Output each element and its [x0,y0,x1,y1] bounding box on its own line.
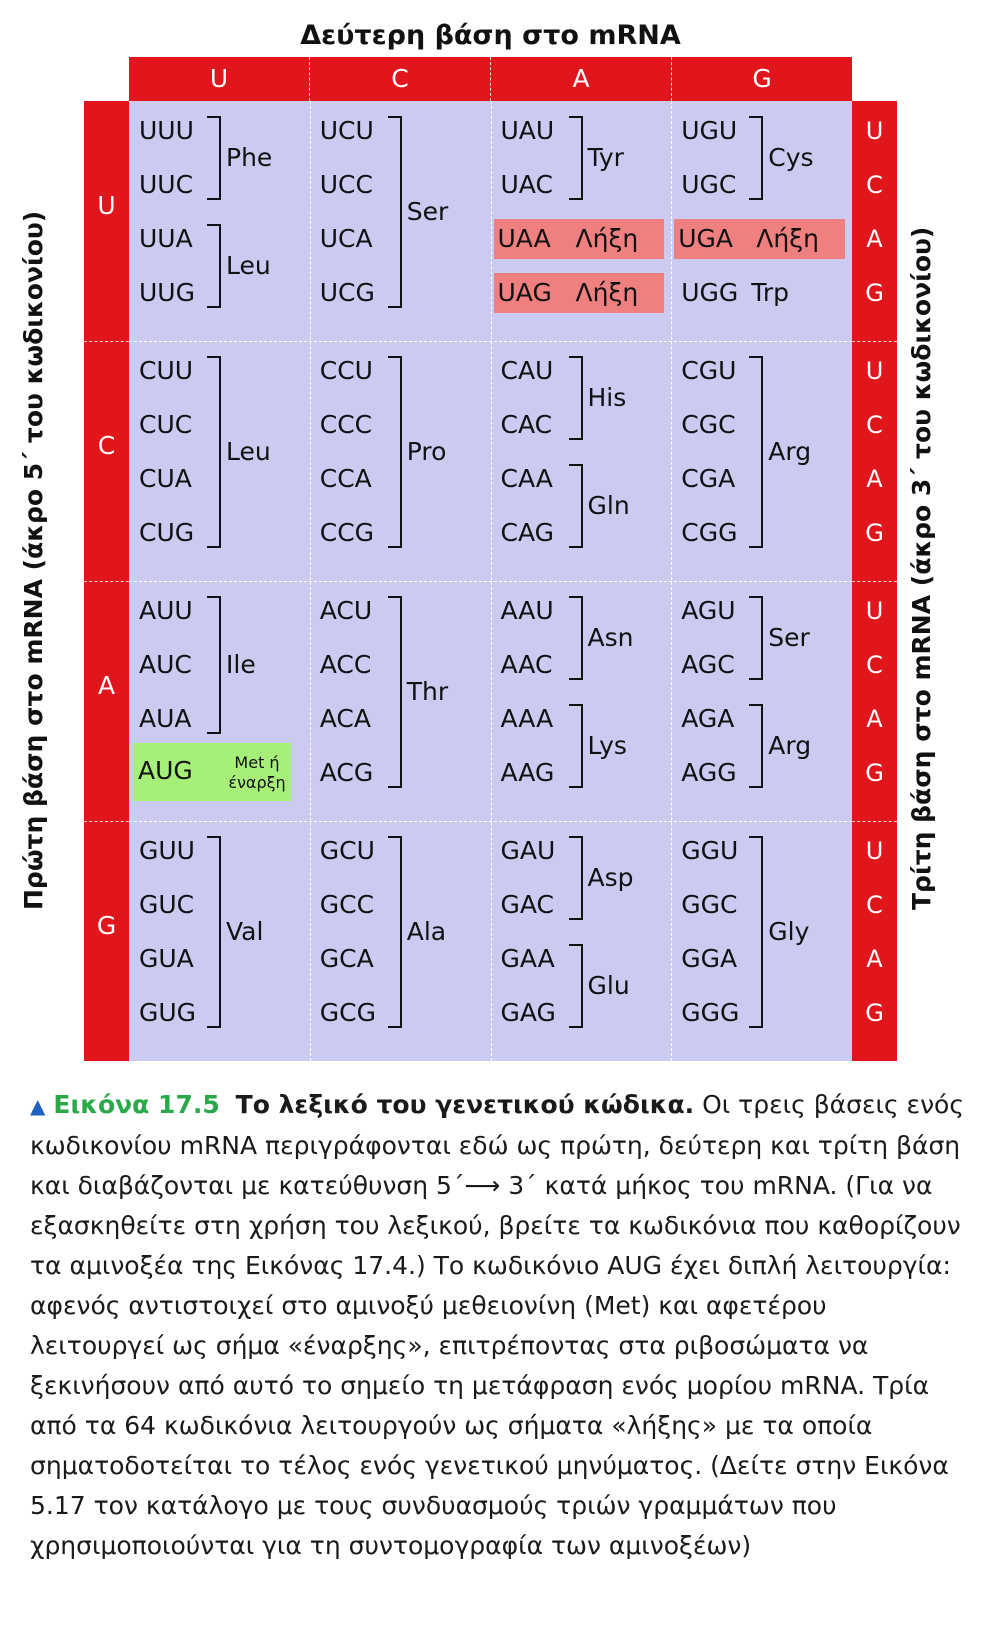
codon: UCU [319,116,374,145]
stop-label: Λήξη [575,224,639,253]
third-base-letter: U [865,117,884,145]
amino-acid-label: Tyr [587,143,624,172]
codon: UGC [681,170,737,199]
stop-codon-box [674,219,845,259]
bracket [749,704,763,788]
amino-acid-label: Asn [587,623,634,652]
start-codon-box [133,743,291,801]
stop-codon: UAG [497,278,552,307]
third-base-letter: G [865,279,884,307]
amino-acid-label: Asp [587,863,634,892]
column-separator [491,101,492,1061]
row-separator [852,821,897,822]
third-base-letter: C [866,411,883,439]
first-base-letter: A [97,671,116,700]
figure-label: Εικόνα 17.5 [53,1090,220,1119]
codon: GAA [500,944,555,973]
amino-acid-label: Arg [768,437,812,466]
second-base-header [129,57,852,101]
row-separator [84,821,129,822]
codon: AGU [681,596,736,625]
codon: AGG [681,758,737,787]
bracket [569,836,583,920]
third-base-letter: U [865,357,884,385]
amino-acid-label: Glu [587,971,630,1000]
amino-acid-label: Gly [768,917,810,946]
codon: CGG [681,518,738,547]
caption-title: Το λεξικό του γενετικού κώδικα. [235,1090,695,1119]
first-base-title: Πρώτη βάση στο mRNA (άκρο 5΄ του κωδικονίου) [19,210,48,910]
amino-acid-label: Leu [226,437,271,466]
amino-acid-label: Ala [406,917,447,946]
amino-acid-label: Phe [226,143,273,172]
amino-acid-label: Lys [587,731,627,760]
third-base-letter: G [865,999,884,1027]
third-base-column [852,101,897,1061]
amino-acid-label: Trp [751,278,789,307]
codon: GAG [500,998,556,1027]
codon: CGU [681,356,737,385]
bracket [749,116,763,200]
codon: GGU [681,836,739,865]
first-base-letter: C [97,431,116,460]
row-separator [84,341,129,342]
column-separator [310,101,311,1061]
codon: AAC [500,650,553,679]
codon: GAC [500,890,554,919]
amino-acid-label: Ser [768,623,810,652]
codon: CUA [139,464,192,493]
codon: UGU [681,116,738,145]
triangle-icon: ▲ [30,1094,46,1118]
third-base-letter: A [866,465,883,493]
bracket [388,116,402,308]
third-base-letter: C [866,651,883,679]
codon: CAC [500,410,553,439]
bracket [207,116,221,200]
bracket [569,944,583,1028]
codon: AUC [139,650,192,679]
codon: UUU [139,116,194,145]
codon: ACC [319,650,372,679]
codon: GUA [139,944,194,973]
codon: GGC [681,890,738,919]
second-base-c: C [309,57,490,101]
third-base-title: Τρίτη βάση στο mRNA (άκρο 3΄ του κωδικονίου) [907,226,936,910]
bracket [749,356,763,548]
row-separator [852,581,897,582]
stop-codon: UGA [678,224,734,253]
codon: CCG [319,518,375,547]
row-separator [84,581,129,582]
figure-caption [30,1085,965,1566]
column-separator [671,101,672,1061]
bracket [207,836,221,1028]
third-base-letter: C [866,891,883,919]
codon: AAG [500,758,555,787]
codon: CUG [139,518,195,547]
first-base-letter: U [97,191,116,220]
amino-acid-label: Gln [587,491,630,520]
codon: GUG [139,998,197,1027]
codon: CCC [319,410,373,439]
third-base-letter: C [866,171,883,199]
codon: CGC [681,410,736,439]
codon: GCG [319,998,376,1027]
bracket [388,596,402,788]
codon: UCA [319,224,373,253]
codon: CCU [319,356,373,385]
amino-acid-label: Cys [768,143,814,172]
bracket [569,596,583,680]
second-base-a: A [490,57,671,101]
codon: UUG [139,278,195,307]
bracket [749,836,763,1028]
third-base-letter: A [866,705,883,733]
codon: GUU [139,836,195,865]
codon: CAA [500,464,553,493]
stop-label: Λήξη [756,224,819,253]
first-base-letter: G [96,911,117,940]
caption-body: Οι τρεις βάσεις ενός κωδικονίου mRNA περιγράφονται εδώ ως πρώτη, δεύτερη και τρίτη βάση και διαβάζονται με κατεύθυνση 5΄⟶ 3΄ κατά μήκος του mRNA. (Για να εξασκηθείτε στη χρήση του λεξικού, βρείτε τα κωδικόνια που καθορίζουν τα αμινοξέα της Εικόνας 17.4.) Το κωδικόνιο AUG έχει διπλή λειτουργία: αφενός αντιστοιχεί στο αμινοξύ μεθειονίνη (Met) και αφετέρου λειτουργεί ως σήμα «έναρξης», επιτρέποντας στα ριβοσώματα να ξεκινήσουν από αυτό το σημείο τη μετάφραση ενός μορίου mRNA. Τρία από τα 64 κωδικόνια λειτουργούν ως σήματα «λήξης» με τα οποία σηματοδοτείται το τέλος ενός γενετικού μηνύματος. (Δείτε στην Εικόνα 5.17 τον κατάλογο με τους συνδυασμούς τριών γραμμάτων που χρησιμοποιούνται για τη συντομογραφία των αμινοξέων) [30,1090,965,1560]
start-label: Met ή έναρξη [228,753,286,792]
amino-acid-label: Pro [406,437,447,466]
third-base-letter: G [865,519,884,547]
codon: GCU [319,836,375,865]
codon: AGA [681,704,735,733]
amino-acid-label: Thr [406,677,449,706]
codon: AAA [500,704,554,733]
second-base-u: U [209,64,229,93]
codon: UAC [500,170,553,199]
stop-codon-box [494,273,665,313]
bracket [207,224,221,308]
codon: UAU [500,116,555,145]
codon: AUA [139,704,192,733]
codon: CAU [500,356,554,385]
amino-acid-label: His [587,383,627,412]
bracket [749,596,763,680]
codon: UUC [139,170,194,199]
codon: ACA [319,704,371,733]
codon: GGA [681,944,738,973]
codon: CAG [500,518,554,547]
bracket [207,356,221,548]
codon: AUU [139,596,193,625]
bracket [207,596,221,734]
bracket [388,836,402,1028]
bracket [569,356,583,440]
amino-acid-label: Leu [226,251,271,280]
second-base-g: G [671,57,852,101]
codon: UGG [681,278,739,307]
bracket [388,356,402,548]
codon: ACU [319,596,373,625]
start-codon: AUG [138,756,193,785]
third-base-letter: U [865,837,884,865]
codon: UCG [319,278,375,307]
codon: GUC [139,890,195,919]
codon: AAU [500,596,554,625]
second-base-title: Δεύτερη βάση στο mRNA [300,20,681,51]
codon: CUC [139,410,193,439]
third-base-letter: G [865,759,884,787]
stop-codon: UAA [497,224,551,253]
stop-codon-box [494,219,665,259]
codon: GGG [681,998,740,1027]
codon: AGC [681,650,735,679]
first-base-column [84,101,129,1061]
stop-label: Λήξη [575,278,639,307]
bracket [569,116,583,200]
codon: UCC [319,170,373,199]
codon-table [129,101,852,1061]
codon: CCA [319,464,372,493]
third-base-letter: U [865,597,884,625]
codon: GCC [319,890,375,919]
codon: ACG [319,758,374,787]
bracket [569,464,583,548]
amino-acid-label: Val [226,917,264,946]
third-base-letter: A [866,225,883,253]
third-base-letter: A [866,945,883,973]
amino-acid-label: Ser [406,197,449,226]
amino-acid-label: Arg [768,731,812,760]
row-separator [852,341,897,342]
codon: UUA [139,224,193,253]
bracket [569,704,583,788]
amino-acid-label: Ile [226,650,256,679]
codon: CUU [139,356,194,385]
codon: GAU [500,836,556,865]
codon: CGA [681,464,736,493]
codon: GCA [319,944,374,973]
